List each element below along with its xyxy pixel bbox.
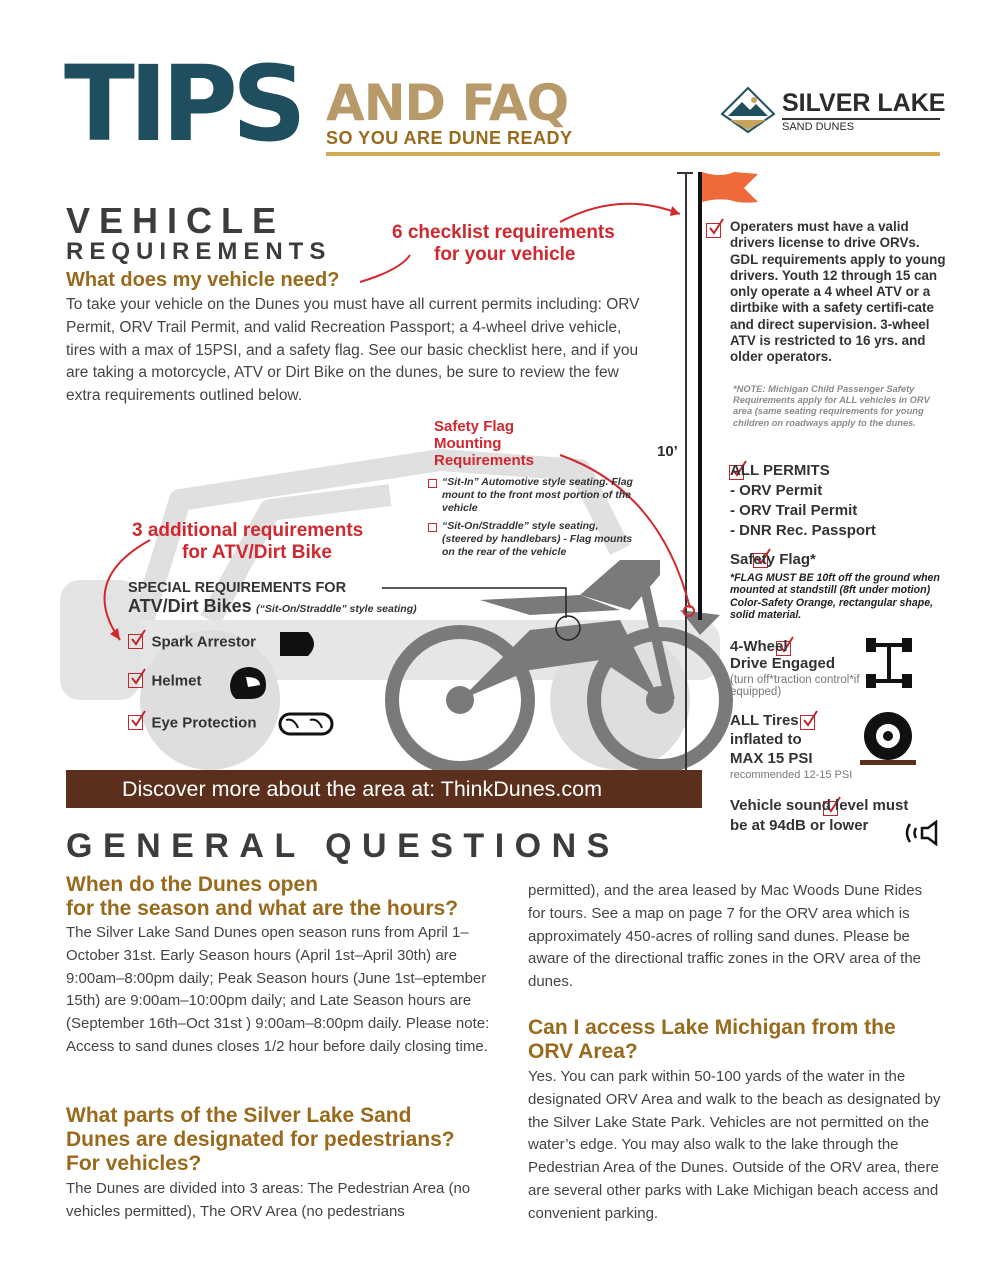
- checklist-operators-note: *NOTE: Michigan Child Passenger Safety Requirements apply for ALL vehicles in ORV area (same seating requirements for young children on roadways apply to the dunes.: [733, 384, 930, 428]
- dune-ready-subheading: SO YOU ARE DUNE READY: [326, 128, 573, 148]
- q1-line2: for the season and what are the hours?: [66, 897, 459, 920]
- a1-text: The Silver Lake Sand Dunes open season runs from April 1–October 31st. Early Season hours (April 1st–April 30th) are 9:00am–8:00pm daily; Peak Season hours (June 1st–eptember 15th) are 9:00am–10:00pm daily; and Late Season hours are (September 16th–Oct 31st ) 9:00am–8:00pm daily. Please note: Access to sand dunes closes 1/2 hour before daily closing time.: [66, 924, 490, 1055]
- atv-item-helmet-label: Helmet: [151, 672, 202, 690]
- checklist-permit-orv: - ORV Permit: [730, 482, 823, 499]
- thinkdunes-banner: [66, 770, 702, 808]
- goggles-icon: [276, 710, 336, 738]
- six-checklist-callout-line1: 6 checklist requirements: [392, 222, 615, 243]
- checkbox-icon: [128, 634, 143, 649]
- flag-mount-box-icon: [428, 523, 437, 532]
- atv-item-spark-label: Spark Arrestor: [151, 633, 256, 651]
- four-wheel-drive-icon: [864, 636, 914, 690]
- checklist: [706, 216, 951, 836]
- checkbox-icon: [706, 223, 721, 238]
- checklist-sound-line1: Vehicle sound level must: [730, 797, 909, 814]
- flag-mounting-title-3: Requirements: [434, 452, 535, 469]
- speaker-icon: [902, 820, 940, 846]
- atv-callout-line1: 3 additional requirements: [132, 520, 364, 541]
- banner-text: Discover more about the area at: ThinkDunes.com: [122, 777, 603, 801]
- atv-item-eye-label: Eye Protection: [151, 714, 257, 732]
- brand-subtitle: SAND DUNES: [782, 121, 855, 133]
- checklist-drive-note: (turn off*traction control*if equipped): [730, 674, 860, 698]
- flag-mount-item-1-text: “Sit-In” Automotive style seating. Flag mount to the front most portion of the vehicle: [442, 476, 633, 514]
- flag-mounting-title-1: Safety Flag: [434, 418, 515, 435]
- special-req-line1: SPECIAL REQUIREMENTS FOR: [128, 580, 347, 596]
- height-label: 10’: [657, 443, 678, 460]
- checklist-sound-line2: be at 94dB or lower: [730, 817, 869, 834]
- a2-text-cont: permitted), and the area leased by Mac Woods Dune Rides for tours. See a map on page 7 for the ORV area which is approximately 450-acres of rolling sand dunes. Please be aware of the directional traffic zones in the ORV area of the dunes.: [528, 882, 923, 991]
- checklist-flag-note: *FLAG MUST BE 10ft off the ground when mounted at standstill (8ft under motion) Color-Safety Orange, rectangular shape, solid material.: [730, 572, 940, 622]
- q3-line2: ORV Area?: [528, 1040, 638, 1063]
- atv-item-helmet: [128, 672, 201, 690]
- checklist-flag-title: Safety Flag*: [730, 551, 816, 568]
- checkbox-icon: [128, 673, 143, 688]
- flag-mounting-block: [428, 418, 658, 568]
- flag-mount-item-2: [428, 520, 638, 559]
- requirements-title: REQUIREMENTS: [66, 238, 332, 265]
- atv-item-eye: [128, 714, 256, 732]
- special-req-atv: ATV/Dirt Bikes: [128, 596, 252, 616]
- tips-heading: TIPS: [64, 43, 301, 165]
- general-questions-title: GENERAL QUESTIONS: [66, 827, 620, 865]
- helmet-icon: [226, 665, 268, 701]
- and-faq-heading: AND FAQ: [326, 74, 569, 132]
- checklist-drive-line2: Drive Engaged: [730, 655, 836, 672]
- special-req-line2: [128, 596, 417, 617]
- q2-line3: For vehicles?: [66, 1152, 202, 1175]
- brand-name: SILVER LAKE: [782, 89, 946, 117]
- q1-line1: When do the Dunes open: [66, 873, 318, 896]
- flag-mount-item-1: [428, 476, 638, 515]
- tire-icon: [860, 710, 916, 768]
- q2-line2: Dunes are designated for pedestrians?: [66, 1128, 455, 1151]
- checklist-drive-line1: 4-Wheel: [730, 638, 788, 655]
- q2-line1: What parts of the Silver Lake Sand: [66, 1104, 412, 1127]
- flag-mounting-title-2: Mounting: [434, 435, 502, 452]
- checklist-tires-line1: ALL Tires: [730, 712, 799, 729]
- checklist-tires-line3: MAX 15 PSI: [730, 750, 813, 767]
- checklist-tires-line2: inflated to: [730, 731, 802, 748]
- checkbox-icon: [128, 715, 143, 730]
- six-checklist-callout-line2: for your vehicle: [434, 244, 576, 265]
- flag-mount-item-2-text: “Sit-On/Straddle” style seating, (steered by handlebars) - Flag mounts on the rear of the vehicle: [442, 520, 633, 558]
- a2-text-start: The Dunes are divided into 3 areas: The Pedestrian Area (no vehicles permitted), The ORV Area (no pedestrians: [66, 1180, 471, 1220]
- checklist-operators: Operaters must have a valid drivers license to drive ORVs. GDL requirements apply to young drivers. Youth 12 through 15 can only operate a 4 wheel ATV or a dirtbike with a safety certifi-cate and direct supervision. 3-wheel ATV is restricted to 16 yrs. and older operators.: [730, 219, 946, 365]
- a3-text: Yes. You can park within 50-100 yards of the water in the designated ORV Area and walk to the beach as designated by the Silver Lake State Park. Vehicles are not permitted on the water’s edge. You may also walk to the lake through the Pedestrian Area of the Dunes. Outside of the ORV area, there are several other parks with Lake Michigan beach access and convenient parking.: [528, 1068, 941, 1222]
- spark-arrestor-icon: [280, 630, 320, 658]
- checklist-permit-dnr: - DNR Rec. Passport: [730, 522, 876, 539]
- atv-item-spark: [128, 633, 256, 651]
- q3-line1: Can I access Lake Michigan from the: [528, 1016, 896, 1039]
- checklist-permit-trail: - ORV Trail Permit: [730, 502, 858, 519]
- checklist-permits-title: ALL PERMITS: [730, 462, 830, 479]
- atv-callout-line2: for ATV/Dirt Bike: [182, 542, 332, 563]
- flag-mount-box-icon: [428, 479, 437, 488]
- checklist-tires-note: recommended 12-15 PSI: [730, 769, 853, 781]
- vehicle-question: What does my vehicle need?: [66, 269, 340, 291]
- vehicle-title: VEHICLE: [66, 200, 286, 241]
- vehicle-intro-text: To take your vehicle on the Dunes you must have all current permits including: ORV Permit, ORV Trail Permit, and valid Recreation Passport; a 4-wheel drive vehicle, tires with a max of 15PSI, and a safety flag. See our basic checklist here, and if you are taking a motorcycle, ATV or Dirt Bike on the dunes, be sure to review the few extra requirements outlined below.: [66, 296, 640, 405]
- special-req-note: (“Sit-On/Straddle” style seating): [256, 603, 417, 615]
- checkbox-icon: [800, 715, 815, 730]
